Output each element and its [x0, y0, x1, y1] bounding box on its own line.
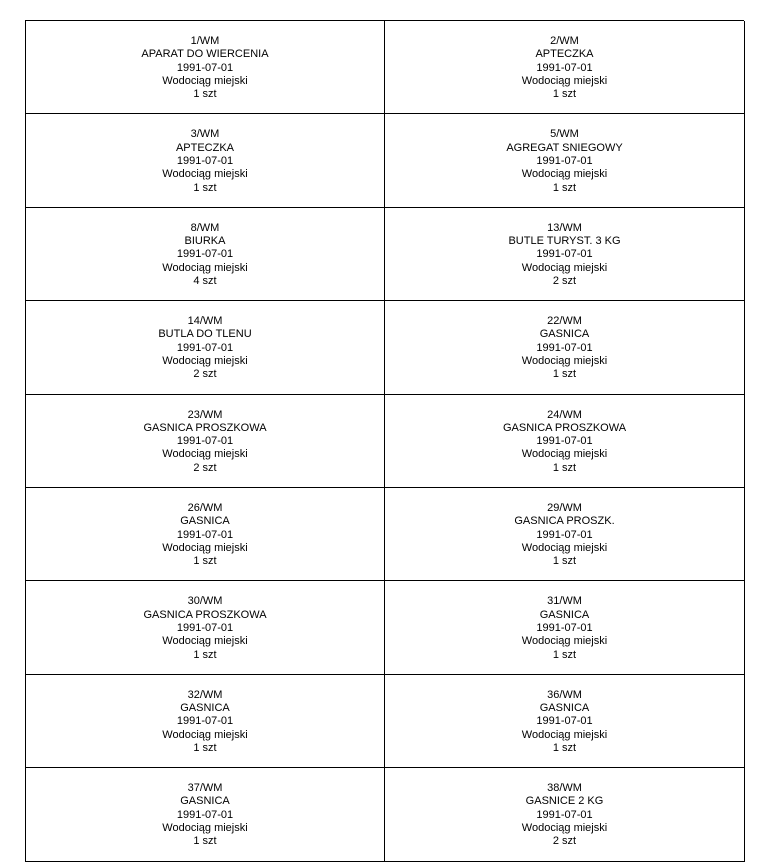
label-code: 13/WM — [547, 221, 582, 234]
label-code: 32/WM — [187, 688, 223, 701]
label-quantity: 2 szt — [193, 368, 217, 381]
label-item-name: GASNICA PROSZKOWA — [143, 421, 267, 434]
label-code: 8/WM — [190, 221, 220, 234]
label-code: 3/WM — [190, 128, 220, 141]
inventory-label — [26, 114, 385, 207]
label-date: 1991-07-01 — [176, 715, 234, 728]
label-code: 38/WM — [547, 782, 582, 795]
label-quantity: 1 szt — [193, 648, 217, 661]
label-quantity: 1 szt — [552, 88, 577, 101]
label-location: Wodociąg miejski — [162, 635, 248, 648]
label-location: Wodociąg miejski — [521, 635, 608, 648]
label-quantity: 2 szt — [552, 835, 577, 848]
label-date: 1991-07-01 — [176, 808, 234, 821]
label-code: 2/WM — [550, 35, 579, 47]
inventory-label — [385, 675, 745, 768]
label-date: 1991-07-01 — [536, 715, 593, 728]
label-quantity: 1 szt — [552, 181, 577, 194]
label-location: Wodociąg miejski — [162, 448, 248, 461]
label-date: 1991-07-01 — [176, 341, 234, 354]
label-location: Wodociąg miejski — [162, 355, 248, 368]
label-item-name: APTECZKA — [175, 141, 235, 154]
label-date: 1991-07-01 — [536, 154, 593, 167]
label-quantity: 1 szt — [193, 835, 217, 848]
label-item-name: BIURKA — [184, 235, 226, 248]
label-date: 1991-07-01 — [536, 621, 593, 634]
label-item-name: BUTLE TURYST. 3 KG — [508, 235, 621, 248]
label-date: 1991-07-01 — [176, 154, 234, 167]
label-date: 1991-07-01 — [536, 61, 593, 74]
label-quantity: 1 szt — [552, 741, 577, 754]
inventory-label — [26, 581, 385, 674]
inventory-label — [385, 488, 745, 581]
label-item-name: GASNICA — [539, 702, 590, 715]
label-code: 23/WM — [187, 408, 223, 421]
label-location: Wodociąg miejski — [521, 541, 608, 554]
label-item-name: GASNICA — [180, 515, 230, 528]
label-item-name: BUTLA DO TLENU — [158, 328, 252, 341]
inventory-label — [385, 581, 745, 674]
inventory-label — [385, 114, 745, 207]
label-code: 36/WM — [547, 688, 582, 701]
label-item-name: GASNICA — [539, 608, 590, 621]
label-date: 1991-07-01 — [176, 621, 234, 634]
label-item-name: GASNICA PROSZK. — [514, 515, 615, 528]
label-location: Wodociąg miejski — [521, 448, 608, 461]
label-location: Wodociąg miejski — [162, 261, 248, 274]
inventory-label — [385, 208, 745, 301]
label-code: 1/WM — [190, 35, 220, 47]
inventory-label — [26, 488, 385, 581]
label-item-name: GASNICA — [539, 328, 590, 341]
label-item-name: AGREGAT SNIEGOWY — [506, 141, 623, 154]
label-code: 22/WM — [547, 315, 582, 328]
inventory-label — [26, 208, 385, 301]
label-location: Wodociąg miejski — [162, 541, 248, 554]
inventory-label — [26, 395, 385, 488]
inventory-label-grid — [25, 20, 744, 862]
label-date: 1991-07-01 — [536, 248, 593, 261]
label-location: Wodociąg miejski — [521, 822, 608, 835]
inventory-label — [385, 395, 745, 488]
label-code: 26/WM — [187, 501, 223, 514]
inventory-label — [385, 21, 745, 114]
label-location: Wodociąg miejski — [521, 728, 608, 741]
label-date: 1991-07-01 — [536, 528, 593, 541]
label-location: Wodociąg miejski — [162, 74, 248, 87]
label-code: 24/WM — [547, 408, 582, 421]
label-location: Wodociąg miejski — [162, 168, 248, 181]
label-location: Wodociąg miejski — [162, 822, 248, 835]
label-quantity: 1 szt — [552, 461, 577, 474]
label-code: 29/WM — [547, 501, 582, 514]
label-quantity: 4 szt — [193, 274, 217, 287]
label-item-name: GASNICA — [180, 702, 230, 715]
label-code: 5/WM — [550, 128, 579, 141]
label-location: Wodociąg miejski — [521, 74, 608, 87]
label-item-name: GASNICA PROSZKOWA — [143, 608, 267, 621]
label-item-name: APTECZKA — [535, 48, 594, 61]
label-quantity: 1 szt — [552, 555, 577, 568]
label-location: Wodociąg miejski — [521, 261, 608, 274]
label-date: 1991-07-01 — [176, 528, 234, 541]
label-quantity: 1 szt — [552, 648, 577, 661]
label-code: 31/WM — [547, 595, 582, 608]
label-date: 1991-07-01 — [536, 435, 593, 448]
label-item-name: APARAT DO WIERCENIA — [141, 48, 269, 61]
label-item-name: GASNICA — [180, 795, 230, 808]
label-location: Wodociąg miejski — [521, 355, 608, 368]
label-date: 1991-07-01 — [176, 435, 234, 448]
label-quantity: 1 szt — [193, 555, 217, 568]
label-item-name: GASNICE 2 KG — [525, 795, 604, 808]
label-code: 30/WM — [187, 595, 223, 608]
inventory-label — [385, 301, 745, 394]
inventory-label — [26, 675, 385, 768]
label-date: 1991-07-01 — [536, 341, 593, 354]
inventory-label — [26, 768, 385, 861]
label-quantity: 1 szt — [552, 368, 577, 381]
inventory-label — [385, 768, 745, 861]
label-quantity: 1 szt — [193, 88, 217, 101]
label-item-name: GASNICA PROSZKOWA — [502, 421, 627, 434]
label-location: Wodociąg miejski — [162, 728, 248, 741]
label-code: 14/WM — [187, 315, 223, 328]
label-location: Wodociąg miejski — [521, 168, 608, 181]
label-date: 1991-07-01 — [536, 808, 593, 821]
inventory-label — [26, 301, 385, 394]
label-quantity: 2 szt — [193, 461, 217, 474]
label-quantity: 1 szt — [193, 741, 217, 754]
label-code: 37/WM — [187, 782, 223, 795]
label-quantity: 1 szt — [193, 181, 217, 194]
label-date: 1991-07-01 — [176, 248, 234, 261]
label-quantity: 2 szt — [552, 274, 577, 287]
label-date: 1991-07-01 — [176, 61, 234, 74]
inventory-label — [26, 21, 385, 114]
